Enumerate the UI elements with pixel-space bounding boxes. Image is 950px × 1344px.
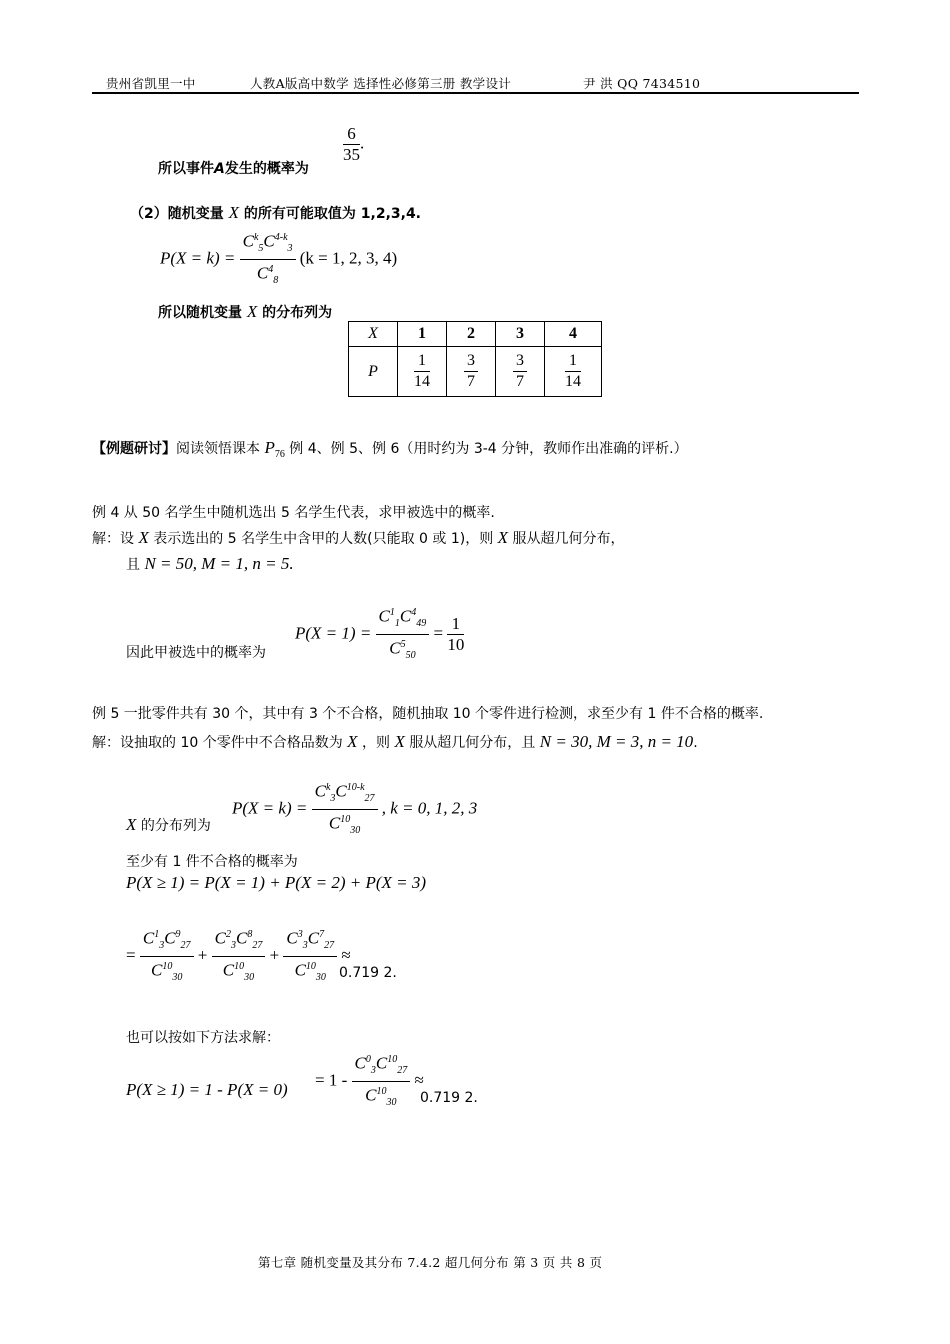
ex5-sum-expanded: = $\frac{C^1_3C^9_{27}}{C^{10}_{30}}$ + $\frac{C^2_3C^8_{27}}{C^{10}_{30}}$ + $\frac{C^3_3C^7_{27}}{C^{10}_{30}}$ ≈ xyxy=(126,925,351,988)
part2-title: （2）随机变量 X 的所有可能取值为 1,2,3,4. xyxy=(130,203,422,222)
footer: 第七章 随机变量及其分布 7.4.2 超几何分布 第 3 页 共 8 页 xyxy=(258,1255,603,1270)
part1-conclusion: 所以事件A发生的概率为 xyxy=(158,161,309,177)
ex5-alt: 也可以按如下方法求解： xyxy=(126,1030,280,1046)
ex4-formula: P(X = 1) = $\frac{C^1_1C^4_{49}}{C^5_{50}}$ = $\frac{1}{10}$ xyxy=(295,603,464,666)
header-rule xyxy=(92,92,859,94)
ex5-atleast: 至少有 1 件不合格的概率为 xyxy=(126,854,298,870)
ex4-question: 例 4 从 50 名学生中随机选出 5 名学生代表，求甲被选中的概率. xyxy=(92,505,495,521)
header-course: 人教A版高中数学 选择性必修第三册 教学设计 xyxy=(250,76,512,91)
table-row: P $\frac{1}{14}$ $\frac{3}{7}$ $\frac{3}{7}$ $\frac{1}{14}$ xyxy=(349,347,602,397)
ex5-alt-formula: P(X ≥ 1) = 1 - P(X = 0) xyxy=(126,1080,288,1099)
table-row: X 1 2 3 4 xyxy=(349,322,602,347)
ex5-question: 例 5 一批零件共有 30 个，其中有 3 个不合格，随机抽取 10 个零件进行检测，求至少有 1 件不合格的概率. xyxy=(92,706,764,722)
part1-probability: $\frac{6}{35}$ . xyxy=(343,124,365,164)
ex5-alt-approx: 0.719 2. xyxy=(420,1090,478,1106)
ex5-sum: P(X ≥ 1) = P(X = 1) + P(X = 2) + P(X = 3) xyxy=(126,873,427,892)
ex5-alt-rhs: = 1 - $\frac{C^0_3C^{10}_{27}}{C^{10}_{30}}$ ≈ xyxy=(315,1050,424,1113)
ex4-params: 且 N = 50, M = 1, n = 5. xyxy=(126,554,294,573)
ex4-conclusion: 因此甲被选中的概率为 xyxy=(126,645,266,661)
header-school: 贵州省凯里一中 xyxy=(106,76,196,91)
study-prompt: 【例题研讨】阅读领悟课本 $P_{76}$ 例 4、例 5、例 6（用时约为 3-4 分钟，教师作出准确的评析.） xyxy=(92,438,688,460)
part2-formula: P(X = k) = $\frac{C^k_5C^{4-k}_3}{C^4_8}$ (k = 1, 2, 3, 4) xyxy=(160,228,397,291)
header-author: 尹 洪 QQ 7434510 xyxy=(583,76,701,91)
ex5-formula: P(X = k) = $\frac{C^k_3C^{10-k}_{27}}{C^{10}_{30}}$ , k = 0, 1, 2, 3 xyxy=(232,778,477,841)
distribution-table xyxy=(348,321,602,397)
ex4-answer: 解：设 X 表示选出的 5 名学生中含甲的人数(只能取 0 或 1)，则 X 服从超几何分布， xyxy=(92,528,625,547)
part2-dist-label: 所以随机变量 X 的分布列为 xyxy=(158,302,333,321)
ex5-approx: 0.719 2. xyxy=(339,965,397,981)
ex5-answer: 解：设抽取的 10 个零件中不合格品数为 X ，则 X 服从超几何分布，且 N = 30, M = 3, n = 10. xyxy=(92,732,698,751)
ex5-dist-label: X 的分布列为 xyxy=(126,815,211,834)
